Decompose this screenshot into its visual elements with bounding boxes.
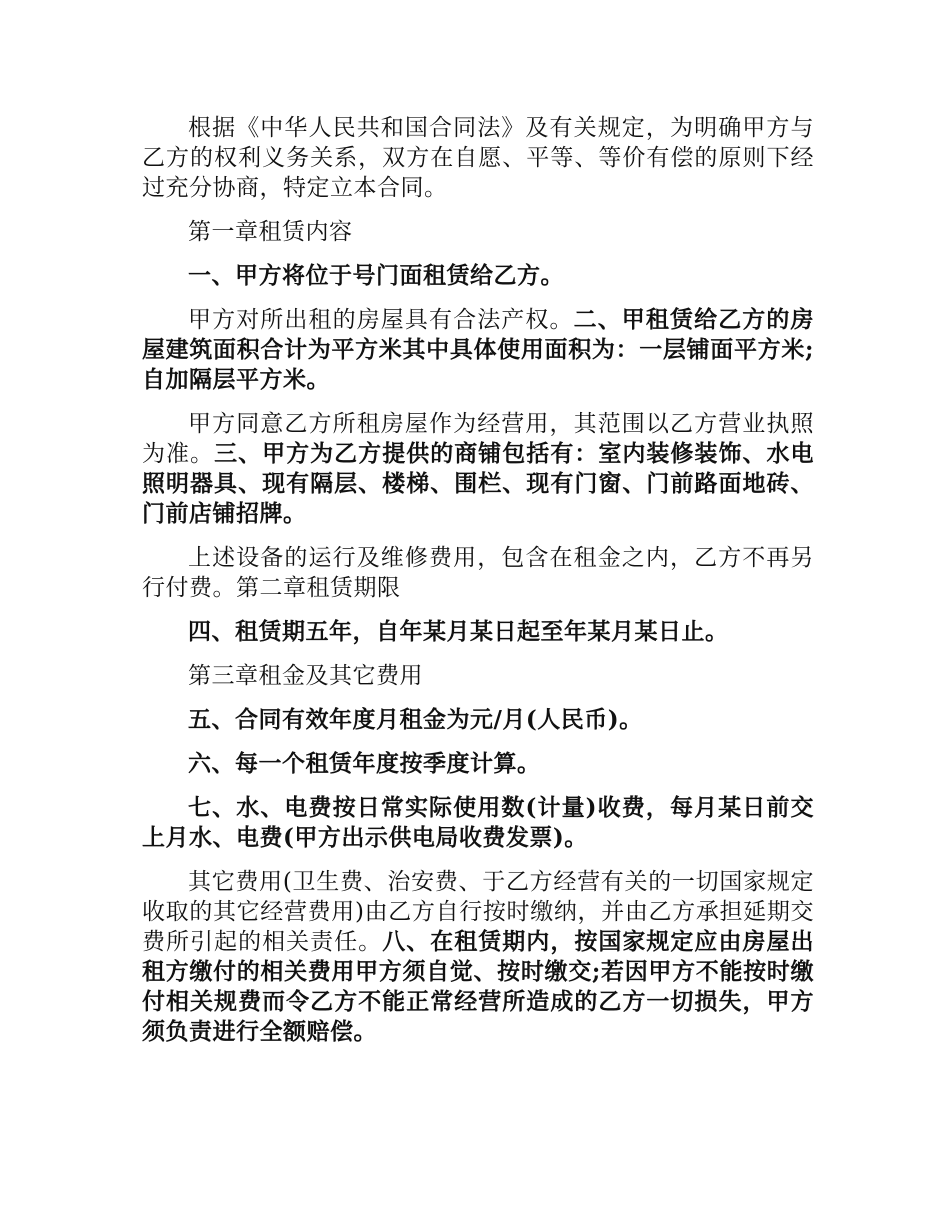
property-rights-text: 甲方对所出租的房屋具有合法产权。 [188,307,574,333]
clause-6: 六、每一个租赁年度按季度计算。 [188,750,541,777]
chapter-1-heading: 第一章租赁内容 [188,219,353,245]
intro-paragraph: 根据《中华人民共和国合同法》及有关规定，为明确甲方与乙方的权利义务关系，双方在自愿、平等、等价有偿的原则下经过充分协商，特定立本合同。 [142,115,814,201]
clause-2: 二、甲租赁给乙方的房屋建筑面积合计为平方米其中具体使用面积为：一层铺面平方米;自加隔层平方米。 [142,306,815,393]
clause-4: 四、租赁期五年，自年某月某日起至年某月某日止。 [188,618,729,645]
clause-7: 七、水、电费按日常实际使用数(计量)收费，每月某日前交上月水、电费(甲方出示供电局收费发票)。 [142,794,814,851]
business-use-text: 甲方同意乙方所租房屋作为经营用，其范围以乙方营业执照为准。 [142,411,814,467]
other-fees-text: 其它费用(卫生费、治安费、于乙方经营有关的一切国家规定收取的其它经营费用)由乙方自行按时缴纳，并由乙方承担延期交费所引起的相关责任。 [142,869,814,955]
document-page [142,113,814,1061]
clause-5: 五、合同有效年度月租金为元/月(人民币)。 [188,706,643,733]
other-fees-paragraph [142,867,814,1047]
clause-8: 八、在租赁期内，按国家规定应由房屋出租方缴付的相关费用甲方须自觉、按时缴交;若因甲方不能按时缴付相关规费而令乙方不能正常经营所造成的乙方一切损失，甲方须负责进行全额赔偿。 [142,928,815,1045]
chapter-3-heading: 第三章租金及其它费用 [188,663,423,689]
clause-1: 一、甲方将位于号门面租赁给乙方。 [188,262,564,289]
clause-3: 三、甲方为乙方提供的商铺包括有：室内装修装饰、水电照明器具、现有隔层、楼梯、围栏、现有门窗、门前路面地砖、门前店铺招牌。 [142,440,815,527]
property-rights-paragraph [142,305,814,395]
maintenance-paragraph: 上述设备的运行及维修费用，包含在租金之内，乙方不再另行付费。第二章租赁期限 [142,545,814,601]
business-use-paragraph [142,409,814,529]
